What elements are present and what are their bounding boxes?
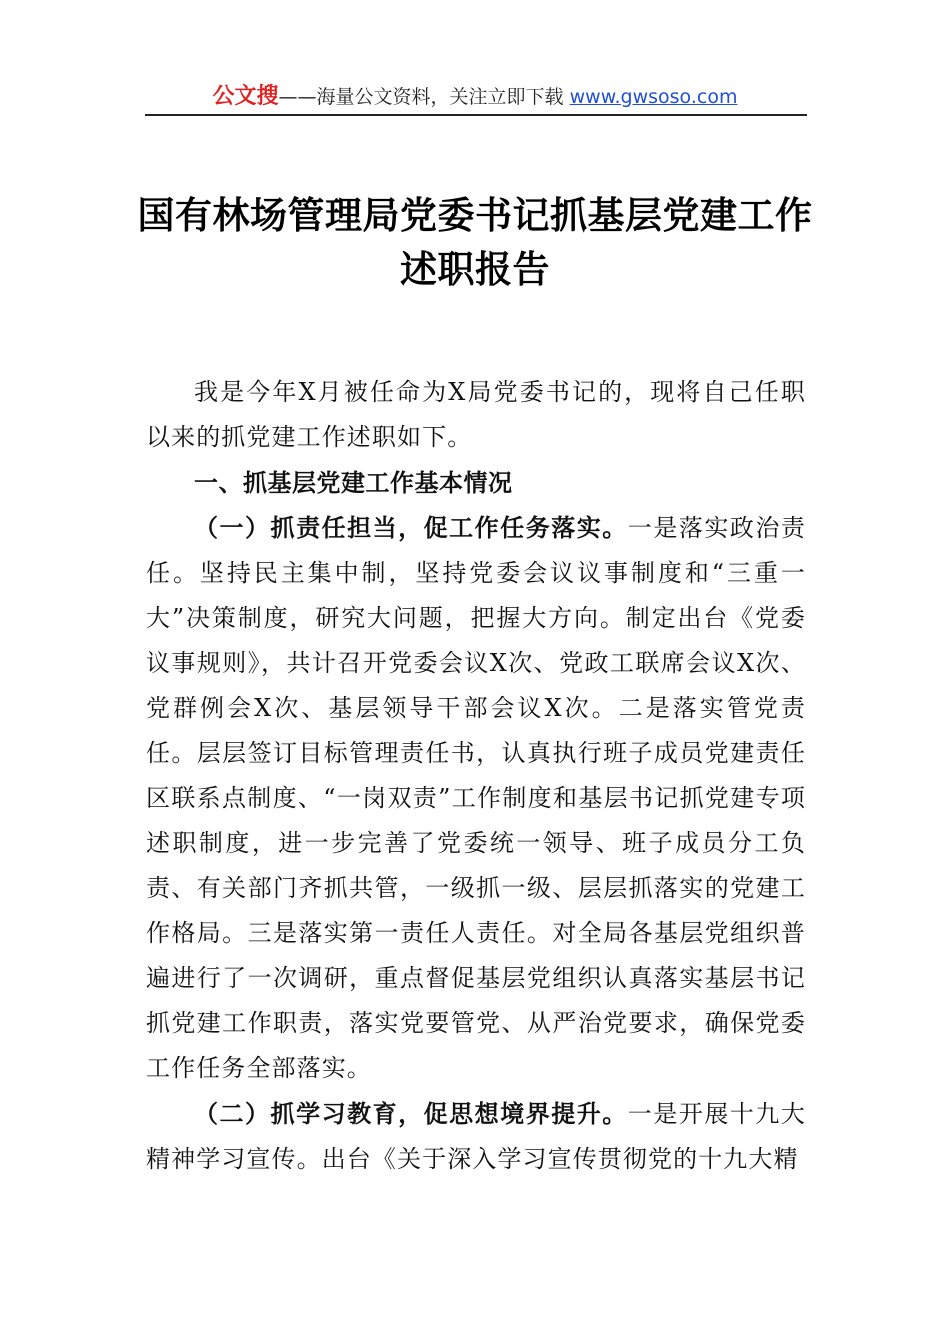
header-divider bbox=[145, 114, 807, 116]
item-lead-2: （二）抓学习教育，促思想境界提升。 bbox=[194, 1099, 628, 1128]
item-text-2: 一是开展十九大精神学习宣传。出台《关于深入学习宣传贯彻党的十九大精 bbox=[146, 1100, 806, 1173]
intro-paragraph: 我是今年X月被任命为X局党委书记的，现将自己任职以来的抓党建工作述职如下。 bbox=[146, 378, 806, 451]
item-paragraph-1 bbox=[146, 505, 806, 1091]
item-paragraph-2 bbox=[146, 1091, 806, 1182]
header-slogan: ——海量公文资料，关注立即下载 bbox=[278, 86, 564, 108]
website-link[interactable]: www.gwsoso.com bbox=[569, 86, 738, 108]
title-line-1: 国有林场管理局党委书记抓基层党建工作 bbox=[137, 193, 813, 237]
document-title bbox=[120, 188, 830, 296]
brand-logo-text: 公文搜 bbox=[212, 84, 279, 109]
title-line-2: 述职报告 bbox=[400, 247, 550, 291]
site-header bbox=[145, 80, 805, 114]
item-lead-1: （一）抓责任担当，促工作任务落实。 bbox=[194, 513, 628, 542]
item-text-1: 一是落实政治责任。坚持民主集中制，坚持党委会议议事制度和“三重一大”决策制度，研究大问题，把握大方向。制定出台《党委议事规则》，共计召开党委会议X次、党政工联席会议X次、党群例会X次、基层领导干部会议X次。二是落实管党责任。层层签订目标管理责任书，认真执行班子成员党建责任区联系点制度、“一岗双责”工作制度和基层书记抓党建专项述职制度，进一步完善了党委统一领导、班子成员分工负责、有关部门齐抓共管，一级抓一级、层层抓落实的党建工作格局。三是落实第一责任人责任。对全局各基层党组织普遍进行了一次调研，重点督促基层党组织认真落实基层书记抓党建工作职责，落实党要管党、从严治党要求，确保党委工作任务全部落实。 bbox=[146, 514, 806, 1082]
document-body bbox=[146, 370, 806, 1182]
section-heading-1: 一、抓基层党建工作基本情况 bbox=[194, 468, 513, 497]
